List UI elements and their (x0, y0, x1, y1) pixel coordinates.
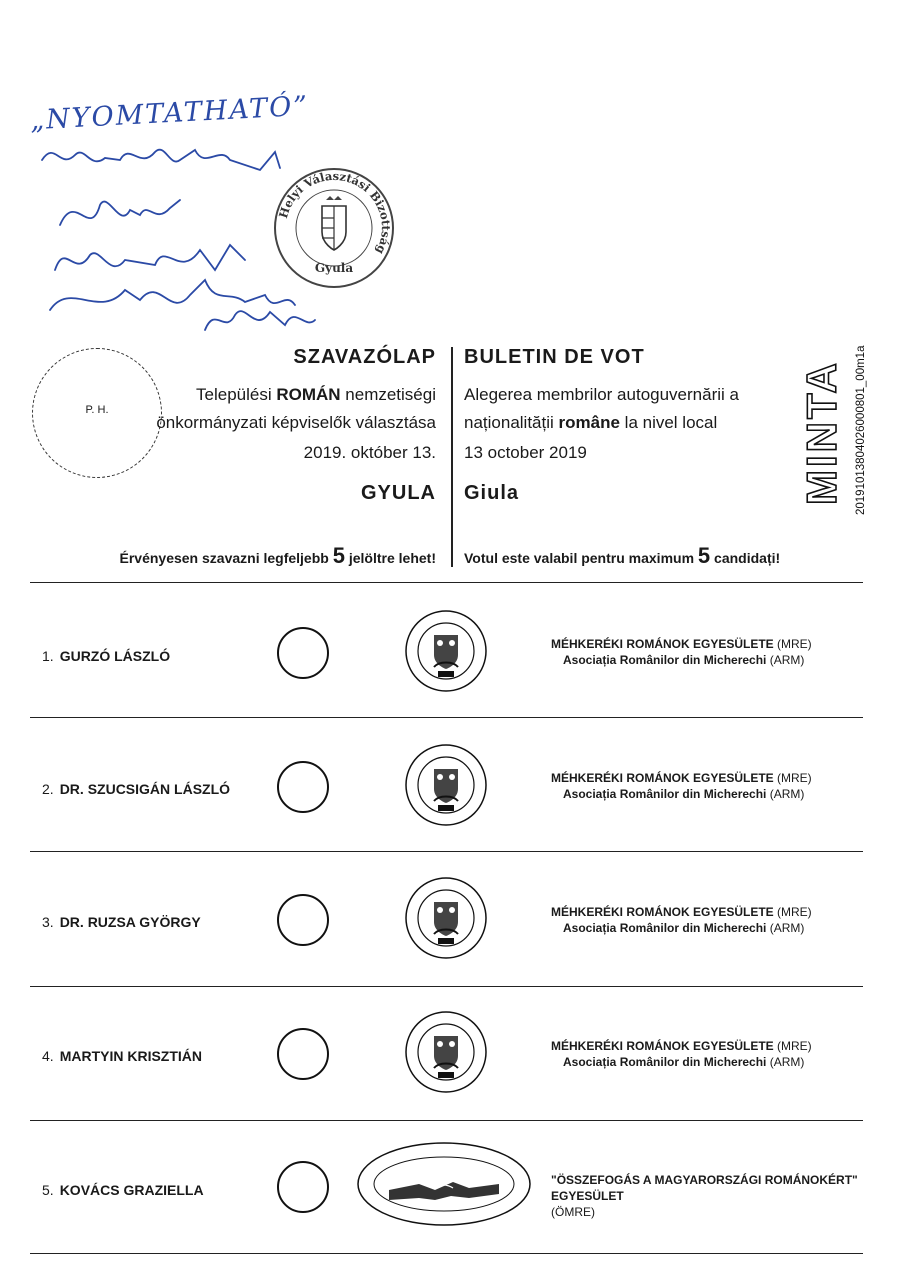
mre-logo-icon (404, 1010, 488, 1094)
rule-4 (30, 1120, 863, 1121)
rule-3 (30, 986, 863, 987)
subtitle-hu-line1: Települési ROMÁN nemzetiségi (196, 385, 436, 404)
signature-1 (42, 150, 280, 170)
organization: MÉHKERÉKI ROMÁNOK EGYESÜLETE (MRE) Asociația Românilor din Micherechi (ARM) (551, 1039, 812, 1069)
vote-circle-3[interactable] (277, 894, 329, 946)
header-divider (451, 347, 453, 567)
ballot-code: 20191013804026000801_00m1a (855, 345, 867, 515)
organization: MÉHKERÉKI ROMÁNOK EGYESÜLETE (MRE) Asociația Românilor din Micherechi (ARM) (551, 637, 812, 667)
date-ro: 13 october 2019 (464, 443, 587, 462)
organization: "ÖSSZEFOGÁS A MAGYARORSZÁGI ROMÁNOKÉRT" EGYESÜLET (ÖMRE) (551, 1173, 858, 1219)
vote-circle-4[interactable] (277, 1028, 329, 1080)
subtitle-ro-line1: Alegerea membrilor autoguvernării a (464, 385, 739, 404)
instruction-ro: Votul este valabil pentru maximum 5 candidați! (464, 543, 781, 568)
mre-logo-icon (404, 876, 488, 960)
subtitle-ro-line2: naționalității române la nivel local (464, 413, 718, 432)
organization: MÉHKERÉKI ROMÁNOK EGYESÜLETE (MRE) Asociația Românilor din Micherechi (ARM) (551, 771, 812, 801)
mre-logo-icon (404, 609, 488, 693)
handwritten-note: „NYOMTATHATÓ” (29, 90, 310, 137)
subtitle-hu-line2: önkormányzati képviselők választása (156, 413, 436, 432)
city-hu: GYULA (361, 482, 436, 504)
title-ro: BULETIN DE VOT (464, 346, 645, 368)
rule-top (30, 582, 863, 583)
omre-logo-icon (355, 1140, 533, 1228)
rule-1 (30, 717, 863, 718)
title-hu: SZAVAZÓLAP (293, 346, 436, 368)
candidate-name: 4. MARTYIN KRISZTIÁN (42, 1048, 203, 1064)
rule-2 (30, 851, 863, 852)
signature-2 (60, 200, 180, 225)
coat-of-arms-icon (322, 196, 346, 250)
signature-5 (205, 311, 315, 330)
stamp-city: Gyula (314, 261, 354, 275)
mre-logo-icon (404, 743, 488, 827)
minta-word: MINTA (798, 360, 845, 505)
official-stamp (272, 166, 396, 290)
signature-4 (50, 280, 295, 310)
vote-circle-2[interactable] (277, 761, 329, 813)
minta-sample-mark (782, 345, 882, 515)
vote-circle-5[interactable] (277, 1161, 329, 1213)
candidate-name: 2. DR. SZUCSIGÁN LÁSZLÓ (42, 781, 231, 797)
instruction-hu: Érvényesen szavazni legfeljebb 5 jelöltre lehet! (119, 543, 436, 568)
organization: MÉHKERÉKI ROMÁNOK EGYESÜLETE (MRE) Asociația Românilor din Micherechi (ARM) (551, 905, 812, 935)
city-ro: Giula (464, 482, 520, 504)
seal-placeholder-label: P. H. (85, 404, 109, 416)
date-hu: 2019. október 13. (303, 443, 436, 462)
rule-bottom (30, 1253, 863, 1254)
vote-circle-1[interactable] (277, 627, 329, 679)
candidate-name: 5. KOVÁCS GRAZIELLA (42, 1182, 204, 1198)
signature-3 (55, 245, 245, 270)
stamp-ring-text: Helyi Választási Bizottság (276, 168, 394, 257)
candidate-name: 3. DR. RUZSA GYÖRGY (42, 914, 201, 930)
candidate-name: 1. GURZÓ LÁSZLÓ (42, 648, 171, 664)
